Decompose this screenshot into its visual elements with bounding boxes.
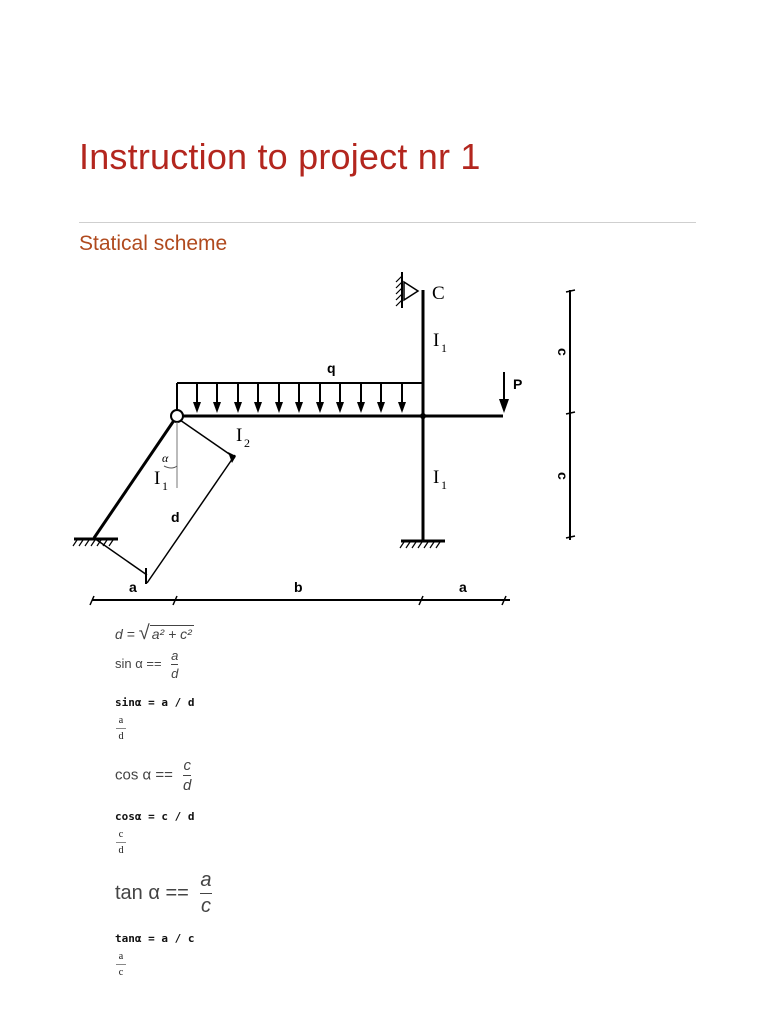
dim-a-right-label: a [459, 579, 467, 595]
small-fraction-tan: a c [114, 951, 128, 978]
code-cos: cosα = c / d [115, 810, 195, 823]
upper-column-moment: I [433, 330, 440, 351]
code-sin: sinα = a / d [115, 696, 195, 709]
top-support-triangle [404, 282, 418, 300]
d-label: d [171, 509, 180, 525]
formula-sin: sin α == $\frac{a}{d}$ [115, 648, 179, 681]
strut-moment: I [154, 468, 161, 489]
upper-column-moment-sub: 1 [441, 341, 447, 355]
formula-d: d = √ a² + c² [115, 622, 192, 644]
formula-cos: cos α == $\frac{c}{d}$ [115, 757, 192, 794]
small-fraction-sin: a d [114, 715, 128, 742]
d-dimension-top [180, 420, 235, 458]
beam-moment: I [236, 425, 243, 446]
support-c-label: C [432, 283, 445, 304]
bottom-support-hatch [400, 542, 440, 548]
alpha-label: α [162, 451, 169, 465]
strut-moment-sub: 1 [162, 479, 168, 493]
small-fraction-cos: c d [114, 829, 128, 856]
lower-column-moment-sub: 1 [441, 478, 447, 492]
section-heading: Statical scheme [79, 232, 228, 255]
load-q-label: q [327, 360, 336, 376]
point-load-arrowhead [499, 399, 509, 413]
dim-a-left-label: a [129, 579, 137, 595]
load-arrowheads [193, 402, 406, 413]
page-title: Instruction to project nr 1 [79, 136, 481, 177]
dim-b-label: b [294, 579, 303, 595]
code-tan: tanα = a / c [115, 932, 195, 945]
beam-moment-sub: 2 [244, 436, 250, 450]
dim-c-top-label: c [555, 348, 571, 356]
load-p-label: P [513, 376, 523, 392]
formula-tan: tan α == $\frac{a}{c}$ [115, 869, 212, 917]
strut-line [94, 416, 177, 538]
load-arrows [197, 383, 402, 404]
lower-column-moment: I [433, 467, 440, 488]
dim-c-bottom-label: c [555, 472, 571, 480]
